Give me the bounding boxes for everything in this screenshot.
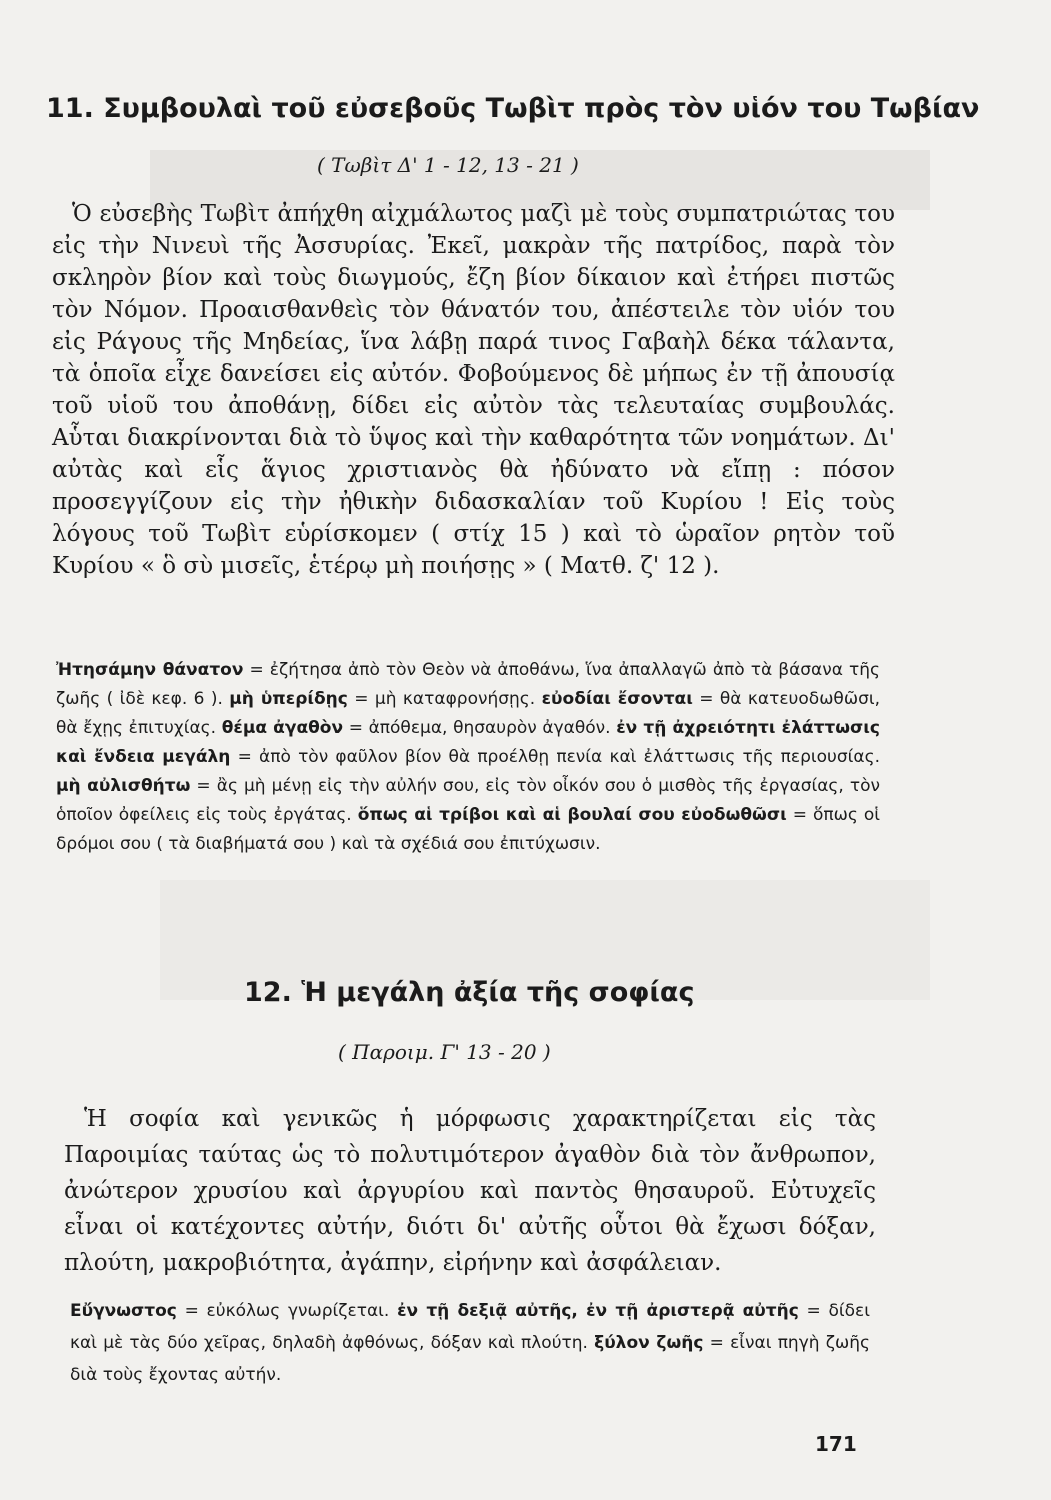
note-gloss: = ἐζήτησα ἀπὸ τὸν Θεὸν νὰ ἀποθάνω, ἵνα ἀπαλλαγῶ ἀπὸ τὰ βάσανα τῆς ζωῆς ( ἰδὲ κεφ. 6 ). [56, 660, 881, 709]
note-term: μὴ αὐλισθήτω [56, 776, 191, 796]
section-11-reference: ( Τωβὶτ Δ' 1 - 12, 13 - 21 ) [317, 153, 579, 177]
note-gloss: = ἀπόθεμα, θησαυρὸν ἀγαθόν. [343, 718, 617, 738]
note-gloss: = μὴ καταφρονήσῃς. [347, 689, 542, 709]
note-gloss: = δίδει καὶ μὲ τὰς δύο χεῖρας, δηλαδὴ ἀφθόνως, δόξαν καὶ πλούτη. [70, 1301, 870, 1353]
note-term: μὴ ὑπερίδῃς [229, 689, 348, 709]
section-12-body [64, 1101, 876, 1281]
section-11-body [52, 198, 895, 582]
note-term: ξύλον ζωῆς [594, 1333, 704, 1353]
section-11-notes [56, 656, 880, 859]
note-gloss: = εἶναι πηγὴ ζωῆς διὰ τοὺς ἔχοντας αὐτήν. [70, 1333, 870, 1385]
note-gloss: = ἂς μὴ μένῃ εἰς τὴν αὐλήν σου, εἰς τὸν οἶκόν σου ὁ μισθὸς τῆς ἐργασίας, τὸν ὁποῖον ὀφείλεις εἰς τοὺς ἐργάτας. [56, 776, 880, 825]
section-12-paragraph: Ἡ σοφία καὶ γενικῶς ἡ μόρφωσις χαρακτηρίζεται εἰς τὰς Παροιμίας ταύτας ὡς τὸ πολυτιμότερον ἀγαθὸν διὰ τὸν ἄνθρωπον, ἀνώτερον χρυσίου καὶ ἀργυρίου καὶ παντὸς θησαυροῦ. Εὐτυχεῖς εἶναι οἱ κατέχοντες αὐτήν, διότι δι' αὐτῆς οὗτοι θὰ ἔχωσι δόξαν, πλούτη, μακροβιότητα, ἀγάπην, εἰρήνην καὶ ἀσφάλειαν. [64, 1106, 876, 1276]
note-term: ἐν τῇ ἀχρειότητι ἐλάττωσις καὶ ἔνδεια μεγάλη [56, 718, 880, 767]
note-term: Εὔγνωστος [70, 1301, 177, 1321]
section-12-notes-paragraph [70, 1295, 870, 1391]
note-gloss: = θὰ κατευοδωθῶσι, θὰ ἔχῃς ἐπιτυχίας. [56, 689, 881, 738]
note-term: Ἠτησάμην θάνατον [56, 660, 244, 680]
note-gloss: = ἀπὸ τὸν φαῦλον βίον θὰ προέλθῃ πενία καὶ ἐλάττωσις τῆς περιουσίας. [230, 747, 881, 767]
section-12-title: 12. Ἡ μεγάλη ἀξία τῆς σοφίας [244, 977, 695, 1008]
page-number: 171 [815, 1432, 857, 1456]
section-11-paragraph: Ὁ εὐσεβὴς Τωβὶτ ἀπήχθη αἰχμάλωτος μαζὶ μὲ τοὺς συμπατριώτας του εἰς τὴν Νινευὶ τῆς Ἀσσυρίας. Ἐκεῖ, μακρὰν τῆς πατρίδος, παρὰ τὸν σκληρὸν βίον καὶ τοὺς διωγμούς, ἔζη βίον δίκαιον καὶ ἐτήρει πιστῶς τὸν Νόμον. Προαισθανθεὶς τὸν θάνατόν του, ἀπέστειλε τὸν υἱόν του εἰς Ράγους τῆς Μηδείας, ἵνα λάβῃ παρά τινος Γαβαὴλ δέκα τάλαντα, τὰ ὁποῖα εἶχε δανείσει εἰς αὐτόν. Φοβούμενος δὲ μήπως ἐν τῇ ἀπουσίᾳ τοῦ υἱοῦ του ἀποθάνῃ, δίδει εἰς αὐτὸν τὰς τελευταίας συμβουλάς. Αὗται διακρίνονται διὰ τὸ ὕψος καὶ τὴν καθαρότητα τῶν νοημάτων. Δι' αὐτὰς καὶ εἷς ἅγιος χριστιανὸς θὰ ἠδύνατο νὰ εἴπῃ : πόσον προσεγγίζουν εἰς τὴν ἠθικὴν διδασκαλίαν τοῦ Κυρίου ! Εἰς τοὺς λόγους τοῦ Τωβὶτ εὑρίσκομεν ( στίχ 15 ) καὶ τὸ ὡραῖον ρητὸν τοῦ Κυρίου « ὃ σὺ μισεῖς, ἑτέρῳ μὴ ποιήσῃς » ( Ματθ. ζ' 12 ). [52, 201, 895, 579]
section-12-reference: ( Παροιμ. Γ' 13 - 20 ) [338, 1040, 551, 1064]
note-term: ὅπως αἱ τρίβοι καὶ αἱ βουλαί σου εὐοδωθῶσι [357, 805, 787, 825]
note-term: εὐοδίαι ἔσονται [541, 689, 693, 709]
section-11-title: 11. Συμβουλαὶ τοῦ εὐσεβοῦς Τωβὶτ πρὸς τὸν υἱόν του Τωβίαν [46, 93, 980, 124]
note-term: θέμα ἀγαθὸν [221, 718, 344, 738]
note-gloss: = ὅπως οἱ δρόμοι σου ( τὰ διαβήματά σου ) καὶ τὰ σχέδιά σου ἐπιτύχωσιν. [56, 805, 880, 854]
section-12-notes [70, 1295, 870, 1391]
section-11-notes-paragraph [56, 656, 880, 859]
note-gloss: = εὐκόλως γνωρίζεται. [176, 1301, 398, 1321]
note-term: ἐν τῇ δεξιᾷ αὐτῆς, ἐν τῇ ἀριστερᾷ αὐτῆς [397, 1301, 799, 1321]
